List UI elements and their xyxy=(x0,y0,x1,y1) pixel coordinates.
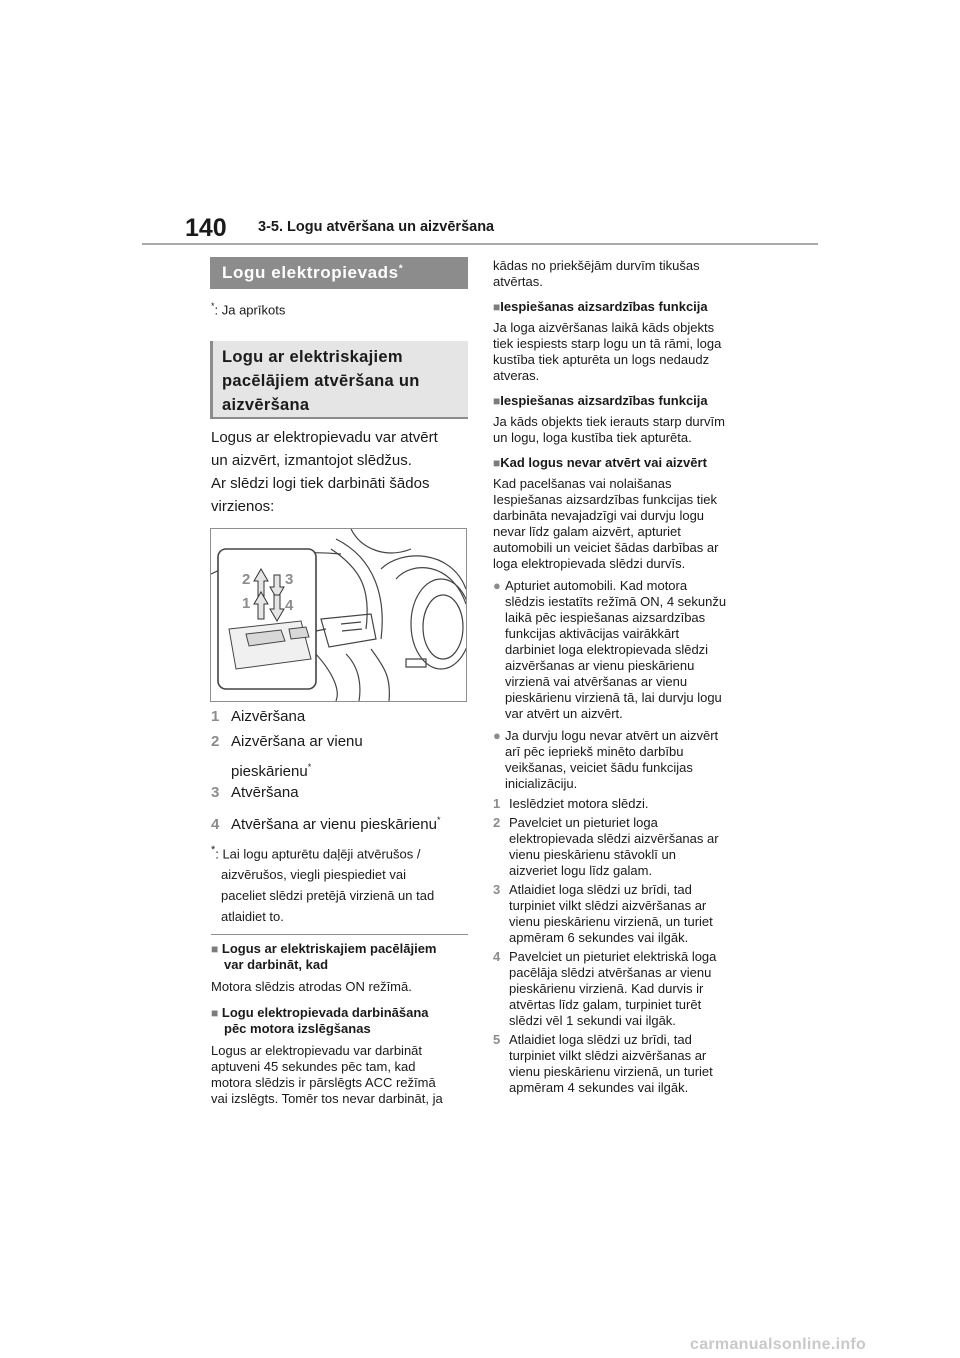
callout-1: 1 xyxy=(242,595,251,612)
window-switch-illustration xyxy=(210,528,467,702)
note-heading: ■Iespiešanas aizsardzības funkcija xyxy=(493,393,708,408)
heading-line: Logu ar elektriskajiem xyxy=(222,348,403,366)
continuation-text: kādas no priekšējām durvīm tikušas atvērtas. xyxy=(493,258,700,289)
step-item: 1 Ieslēdziet motora slēdzi. xyxy=(493,796,649,811)
section-title: 3-5. Logu atvēršana un aizvēršana xyxy=(258,219,495,235)
footnote: *: Lai logu apturētu daļēji atvērušos / aizvērušos, viegli piespiediet vai paceliet slēdzi pretējā virzienā un tad atlaidiet to. xyxy=(211,844,435,925)
note-text: Ja kāds objekts tiek ierauts starp durvīm un logu, loga kustība tiek apturēta. xyxy=(493,414,725,445)
bullet-icon: ● xyxy=(493,578,501,593)
note-text: Kad pacelšanas vai nolaišanas Iespiešanas aizsardzības funkcijas tiek darbināta nevajadzīgi vai durvju logu nevar līdz galam aizvērt, apturiet automobili un veiciet šādas darbības ar loga elektropievada slēdzi durvīs. xyxy=(493,476,719,571)
legend-item: 2 Aizvēršana ar vienu xyxy=(211,733,363,750)
step-item: 4 Pavelciet un pieturiet elektriskā loga pacēlāja slēdzi atvēršanas ar vienu pieskārienu virzienā. Kad durvis ir atvērtas līdz galam, turpiniet turēt slēdzi vēl 1 sekundi vai ilgāk. xyxy=(493,949,717,1028)
legend-item: 4 Atvēršana ar vienu pieskārienu* xyxy=(211,815,441,833)
step-item: 3 Atlaidiet loga slēdzi uz brīdi, tad turpiniet vilkt slēdzi aizvēršanas ar vienu pieskārienu virzienā, un turiet apmēram 6 sekundes vai ilgāk. xyxy=(493,882,713,945)
heading-power-windows: Logu elektropievads* xyxy=(210,257,468,289)
callout-4: 4 xyxy=(285,597,294,614)
intro-paragraph: Logus ar elektropievadu var atvērt un aizvērt, izmantojot slēdžus. Ar slēdzi logi tiek darbināti šādos virzienos: xyxy=(211,429,438,515)
step-item: 2 Pavelciet un pieturiet loga elektropievada slēdzi aizvēršanas ar vienu pieskārienu stāvoklī un aizveriet logu līdz galam. xyxy=(493,815,719,878)
bullet-item: ● Ja durvju logu nevar atvērt un aizvērt arī pēc iepriekš minēto darbību veikšanas, veiciet šādu funkcijas inicializāciju. xyxy=(493,728,719,791)
heading-accent-bar xyxy=(210,341,213,417)
note-text: Logus ar elektropievadu var darbināt aptuveni 45 sekundes pēc tam, kad motora slēdzis ir pārslēgts ACC režīmā vai izslēgts. Tomēr tos nevar darbināt, ja xyxy=(211,1043,443,1106)
heading-line: aizvēršana xyxy=(222,396,310,414)
step-item: 5 Atlaidiet loga slēdzi uz brīdi, tad turpiniet vilkt slēdzi aizvēršanas ar vienu pieskārienu virzienā, un turiet apmēram 4 sekundes vai ilgāk. xyxy=(493,1032,713,1095)
callout-2: 2 xyxy=(242,571,251,588)
header-rule xyxy=(142,243,818,245)
availability-note: *: Ja aprīkots xyxy=(211,301,286,318)
heading-opening-closing xyxy=(210,341,468,419)
page-number: 140 xyxy=(185,214,227,242)
legend-item-continuation: pieskārienu* xyxy=(231,762,312,780)
note-text: Motora slēdzis atrodas ON režīmā. xyxy=(211,979,412,994)
legend-item: 3 Atvēršana xyxy=(211,784,299,801)
note-heading: ■ Logus ar elektriskajiem pacēlājiem var darbināt, kad xyxy=(211,941,437,972)
legend-item: 1 Aizvēršana xyxy=(211,708,306,725)
callout-3: 3 xyxy=(285,571,294,588)
note-heading: ■Iespiešanas aizsardzības funkcija xyxy=(493,299,708,314)
right-column xyxy=(493,258,755,1096)
bullet-icon: ● xyxy=(493,728,501,743)
switch-drawing xyxy=(211,529,466,701)
bullet-item: ● Apturiet automobili. Kad motora slēdzis iestatīts režīmā ON, 4 sekunžu laikā pēc iespiešanas aizsardzības funkcijas aktivācijas vairākkārt darbiniet loga elektropievada slēdzi aizvēršanas ar vienu pieskārienu virzienā vai atvēršanas ar vienu pieskārienu virzienā tā, lai durvju logu var atvērt un aizvērt. xyxy=(493,578,727,721)
note-text: Ja loga aizvēršanas laikā kāds objekts tiek iespiests starp logu un tā rāmi, loga kustība tiek apturēta un logs nedaudz atveras. xyxy=(493,320,722,383)
note-block xyxy=(211,941,473,1107)
note-heading: ■ Logu elektropievada darbināšana pēc motora izslēgšanas xyxy=(211,1005,429,1036)
note-heading: ■Kad logus nevar atvērt vai aizvērt xyxy=(493,455,707,470)
section-divider xyxy=(211,934,468,935)
heading-line: pacēlājiem atvēršana un xyxy=(222,372,420,390)
watermark: carmanualsonline.info xyxy=(690,1336,867,1353)
